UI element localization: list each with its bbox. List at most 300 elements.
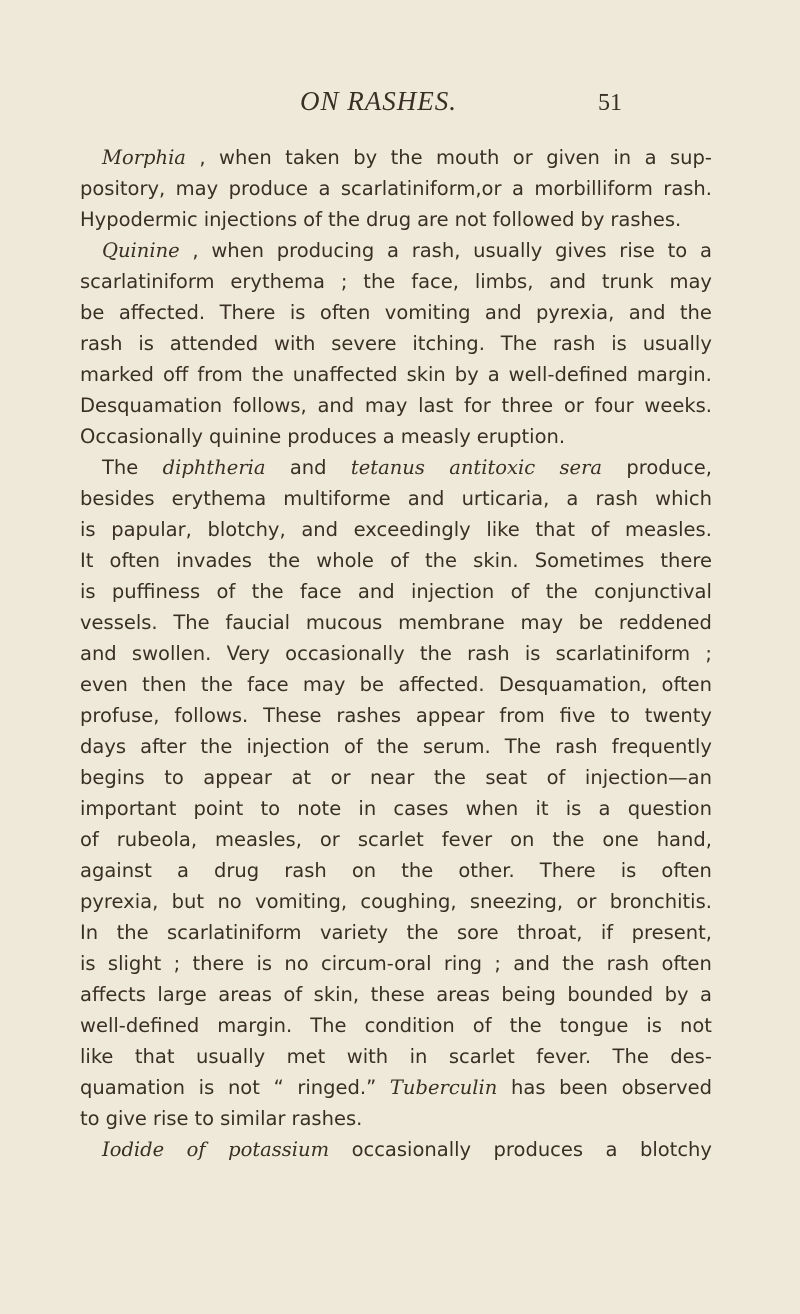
word: serum. — [422, 735, 491, 758]
word: of — [510, 580, 530, 603]
text-line — [80, 855, 712, 886]
word: faucial — [225, 611, 291, 634]
word: measly — [400, 425, 471, 448]
word: The — [102, 456, 139, 479]
word: the — [545, 580, 578, 603]
word: frequently — [611, 735, 712, 758]
word: pyrexia, — [80, 890, 159, 913]
word: usually — [473, 239, 543, 262]
word: by — [580, 208, 605, 231]
word: and — [628, 301, 666, 324]
word: “ — [273, 1076, 284, 1099]
word: may — [302, 673, 346, 696]
word: on — [510, 828, 535, 851]
word: rash, — [411, 239, 461, 262]
word: the — [251, 363, 284, 386]
word: of — [546, 766, 566, 789]
word: by — [664, 983, 689, 1006]
word: well-defined — [80, 1014, 200, 1037]
word: is — [611, 332, 627, 355]
word: Occasionally — [80, 425, 203, 448]
word: rashes. — [610, 208, 682, 231]
word: appear — [415, 704, 485, 727]
word: morbilliform — [534, 177, 653, 200]
word: last — [418, 394, 454, 417]
word: follows. — [174, 704, 249, 727]
word: These — [263, 704, 322, 727]
word: condition — [364, 1014, 455, 1037]
word: point — [193, 797, 244, 820]
word: to — [260, 797, 281, 820]
word: with — [346, 1045, 389, 1068]
word: given — [546, 146, 600, 169]
text-line — [80, 514, 712, 545]
text-line — [80, 1072, 712, 1103]
word: to — [80, 1107, 100, 1130]
word: reddened — [618, 611, 712, 634]
word: des- — [670, 1045, 712, 1068]
word: The — [500, 332, 538, 355]
word: of — [303, 208, 322, 231]
word: the — [200, 673, 233, 696]
word: which — [655, 487, 712, 510]
word: The — [504, 735, 542, 758]
word: met — [286, 1045, 326, 1068]
word: erythema — [230, 270, 325, 293]
word: affects — [80, 983, 146, 1006]
word: in — [358, 797, 377, 820]
word: no — [217, 890, 242, 913]
word: is — [565, 797, 582, 820]
word: margin. — [217, 1014, 293, 1037]
word: drug — [365, 208, 412, 231]
word: , — [192, 239, 199, 262]
word: trunk — [601, 270, 654, 293]
word: in — [613, 146, 632, 169]
word: be — [578, 611, 604, 634]
word: a — [566, 487, 579, 510]
word: to — [194, 1107, 215, 1130]
word: is — [80, 518, 96, 541]
word: appear — [203, 766, 272, 789]
word: areas — [436, 983, 490, 1006]
word: injection — [246, 735, 330, 758]
word: the — [433, 766, 466, 789]
word: weeks. — [644, 394, 712, 417]
word: measles. — [625, 518, 712, 541]
word: and — [289, 456, 327, 479]
italic-word: antitoxic — [449, 456, 536, 479]
word: these — [370, 983, 425, 1006]
word: scarlatiniform,or — [340, 177, 502, 200]
word: produce, — [626, 456, 712, 479]
text-line — [80, 421, 712, 452]
text-line — [80, 731, 712, 762]
word: the — [363, 270, 396, 293]
word: rash — [284, 859, 327, 882]
word: be — [80, 301, 105, 324]
word: skin. — [473, 549, 519, 572]
text-line — [80, 1134, 712, 1165]
word: ring — [443, 952, 483, 975]
word: variety — [319, 921, 389, 944]
word: present, — [631, 921, 712, 944]
word: the — [425, 549, 458, 572]
word: near — [370, 766, 415, 789]
word: profuse, — [80, 704, 160, 727]
word: quamation — [80, 1076, 185, 1099]
word: other. — [458, 859, 515, 882]
word: rashes — [336, 704, 402, 727]
word: is — [198, 1076, 215, 1099]
word: mucous — [305, 611, 383, 634]
word: has — [511, 1076, 546, 1099]
word: measles, — [215, 828, 302, 851]
word: when — [211, 239, 265, 262]
italic-word: potassium — [228, 1138, 330, 1161]
word: is — [80, 580, 96, 603]
word: face — [247, 673, 289, 696]
word: urticaria, — [461, 487, 550, 510]
word: cases — [393, 797, 449, 820]
word: it — [535, 797, 549, 820]
text-line — [80, 762, 712, 793]
word: vomiting, — [255, 890, 348, 913]
word: It — [80, 549, 94, 572]
word: begins — [80, 766, 145, 789]
word: is — [620, 859, 637, 882]
word: but — [171, 890, 205, 913]
word: rash. — [663, 177, 712, 200]
word: pyrexia, — [536, 301, 615, 324]
word: a — [598, 797, 611, 820]
word: important — [80, 797, 177, 820]
word: the — [406, 921, 439, 944]
word: often — [109, 549, 161, 572]
word: when — [219, 146, 272, 169]
word: is — [289, 301, 306, 324]
word: ringed.” — [297, 1076, 377, 1099]
word: There — [219, 301, 276, 324]
word: is — [80, 952, 96, 975]
word: bounded — [567, 983, 654, 1006]
word: of — [283, 983, 303, 1006]
word: fever. — [536, 1045, 592, 1068]
italic-word: Iodide — [102, 1138, 165, 1161]
word: There — [539, 859, 596, 882]
word: is — [256, 952, 273, 975]
word: rise — [152, 1107, 189, 1130]
word: throat, — [517, 921, 583, 944]
word: usually — [642, 332, 712, 355]
text-line — [80, 824, 712, 855]
word: being — [501, 983, 556, 1006]
word: the — [116, 921, 149, 944]
word: not — [679, 1014, 712, 1037]
italic-word: Tuberculin — [389, 1076, 498, 1099]
word: whole — [316, 549, 374, 572]
word: is — [138, 332, 154, 355]
text-line — [80, 1010, 712, 1041]
word: eruption. — [476, 425, 566, 448]
word: followed — [492, 208, 575, 231]
text-line — [80, 266, 712, 297]
word: vomiting — [384, 301, 471, 324]
word: sore — [456, 921, 499, 944]
word: in — [409, 1045, 428, 1068]
word: one — [602, 828, 639, 851]
word: often — [661, 859, 712, 882]
word: blotchy — [639, 1138, 712, 1161]
word: itching. — [412, 332, 485, 355]
word: not — [454, 208, 487, 231]
word: is — [646, 1014, 662, 1037]
word: or — [576, 890, 597, 913]
word: scarlet — [448, 1045, 515, 1068]
text-line — [80, 1103, 712, 1134]
word: or — [512, 146, 533, 169]
word: may — [669, 270, 712, 293]
word: a — [644, 146, 657, 169]
word: to — [667, 239, 688, 262]
word: usually — [195, 1045, 266, 1068]
word: if — [600, 921, 614, 944]
word: bronchitis. — [609, 890, 712, 913]
word: or — [563, 394, 584, 417]
word: margin. — [636, 363, 712, 386]
word: of — [343, 735, 363, 758]
italic-word: tetanus — [350, 456, 425, 479]
text-line — [80, 483, 712, 514]
word: may — [175, 177, 219, 200]
word: besides — [80, 487, 155, 510]
text-line — [80, 917, 712, 948]
word: a — [318, 177, 331, 200]
word: skin — [406, 363, 446, 386]
word: rashes. — [291, 1107, 363, 1130]
word: like — [80, 1045, 114, 1068]
word: tongue — [559, 1014, 629, 1037]
word: the — [562, 952, 595, 975]
word: the — [509, 1014, 542, 1037]
word: at — [291, 766, 312, 789]
word: ; — [705, 642, 712, 665]
word: taken — [285, 146, 340, 169]
word: a — [699, 983, 712, 1006]
italic-word: of — [186, 1138, 206, 1161]
text-line — [80, 204, 712, 235]
word: rash — [467, 642, 510, 665]
word: a — [176, 859, 189, 882]
word: The — [612, 1045, 649, 1068]
italic-word: sera — [559, 456, 603, 479]
text-line — [80, 607, 712, 638]
word: sneezing, — [469, 890, 564, 913]
word: may — [364, 394, 408, 417]
word: unaffected — [292, 363, 398, 386]
text-line — [80, 886, 712, 917]
word: skin, — [313, 983, 360, 1006]
text-line — [80, 1041, 712, 1072]
word: circum-oral — [320, 952, 432, 975]
word: note — [297, 797, 342, 820]
word: a — [511, 177, 524, 200]
word: rash — [80, 332, 123, 355]
word: by — [353, 146, 378, 169]
word: multiforme — [283, 487, 391, 510]
word: injection—an — [584, 766, 712, 789]
word: often — [661, 952, 712, 975]
text-line — [80, 700, 712, 731]
word: slight — [107, 952, 162, 975]
text-line — [80, 142, 712, 173]
word: conjunctival — [594, 580, 712, 603]
word: and — [513, 952, 550, 975]
word: rash — [555, 735, 598, 758]
word: the — [552, 828, 585, 851]
word: scarlatiniform — [167, 921, 302, 944]
word: often — [661, 673, 712, 696]
text-line — [80, 545, 712, 576]
word: a — [699, 239, 712, 262]
word: Very — [226, 642, 270, 665]
word: face — [300, 580, 342, 603]
word: not — [227, 1076, 260, 1099]
word: a — [605, 1138, 618, 1161]
word: rash — [595, 487, 639, 510]
word: sup- — [669, 146, 712, 169]
word: the — [268, 549, 301, 572]
word: mouth — [436, 146, 500, 169]
word: Desquamation, — [498, 673, 648, 696]
word: produce — [228, 177, 308, 200]
word: scarlet — [357, 828, 424, 851]
word: five — [559, 704, 596, 727]
text-line — [80, 359, 712, 390]
word: occasionally — [351, 1138, 472, 1161]
word: coughing, — [360, 890, 457, 913]
word: vessels. — [80, 611, 158, 634]
word: The — [310, 1014, 347, 1037]
text-line — [80, 235, 712, 266]
word: Hypodermic — [80, 208, 198, 231]
word: scarlatiniform — [80, 270, 215, 293]
word: blotchy, — [207, 518, 286, 541]
word: swollen. — [131, 642, 212, 665]
word: days — [80, 735, 127, 758]
word: a — [387, 239, 399, 262]
word: from — [499, 704, 545, 727]
word: rash — [552, 332, 596, 355]
text-line — [80, 576, 712, 607]
word: like — [486, 518, 520, 541]
word: give — [105, 1107, 147, 1130]
word: similar — [220, 1107, 286, 1130]
text-line — [80, 793, 712, 824]
word: erythema — [171, 487, 267, 510]
word: often — [319, 301, 371, 324]
word: injections — [203, 208, 298, 231]
word: fever — [441, 828, 493, 851]
word: and — [549, 270, 586, 293]
word: the — [251, 580, 284, 603]
word: there — [660, 549, 712, 572]
word: may — [520, 611, 564, 634]
word: of — [390, 549, 409, 572]
word: Desquamation — [80, 394, 223, 417]
word: twenty — [644, 704, 712, 727]
word: Sometimes — [534, 549, 645, 572]
word: of — [472, 1014, 492, 1037]
word: the — [390, 146, 423, 169]
word: and — [317, 394, 355, 417]
word: invades — [176, 549, 252, 572]
word: membrane — [398, 611, 505, 634]
word: of — [216, 580, 236, 603]
word: , — [199, 146, 206, 169]
word: face, — [411, 270, 459, 293]
word: the — [200, 735, 233, 758]
word: question — [627, 797, 712, 820]
page-number: 51 — [598, 90, 622, 116]
word: even — [80, 673, 128, 696]
text-line — [80, 297, 712, 328]
text-line — [80, 173, 712, 204]
word: produces — [493, 1138, 584, 1161]
word: produces — [287, 425, 377, 448]
word: rubeola, — [116, 828, 198, 851]
text-line — [80, 979, 712, 1010]
word: and — [357, 580, 395, 603]
word: marked — [80, 363, 154, 386]
word: been — [559, 1076, 608, 1099]
word: areas — [218, 983, 272, 1006]
word: no — [284, 952, 309, 975]
word: the — [327, 208, 360, 231]
word: be — [359, 673, 385, 696]
word: puffiness — [111, 580, 201, 603]
text-line — [80, 328, 712, 359]
word: observed — [621, 1076, 712, 1099]
word: and — [301, 518, 338, 541]
word: by — [454, 363, 479, 386]
word: producing — [276, 239, 375, 262]
word: affected. — [398, 673, 485, 696]
word: the — [401, 859, 434, 882]
word: that — [134, 1045, 175, 1068]
word: In — [80, 921, 99, 944]
word: to — [164, 766, 184, 789]
word: after — [140, 735, 187, 758]
word: for — [464, 394, 491, 417]
word: a — [487, 363, 500, 386]
running-head — [0, 86, 800, 122]
word: hand, — [656, 828, 712, 851]
italic-word: diphtheria — [162, 456, 266, 479]
word: occasionally — [285, 642, 405, 665]
text-line — [80, 638, 712, 669]
word: limbs, — [474, 270, 534, 293]
word: seat — [485, 766, 528, 789]
word: against — [80, 859, 152, 882]
word: affected. — [118, 301, 206, 324]
word: follows, — [232, 394, 307, 417]
word: and — [407, 487, 445, 510]
word: the — [679, 301, 712, 324]
word: to — [610, 704, 630, 727]
word: large — [157, 983, 207, 1006]
word: on — [351, 859, 377, 882]
